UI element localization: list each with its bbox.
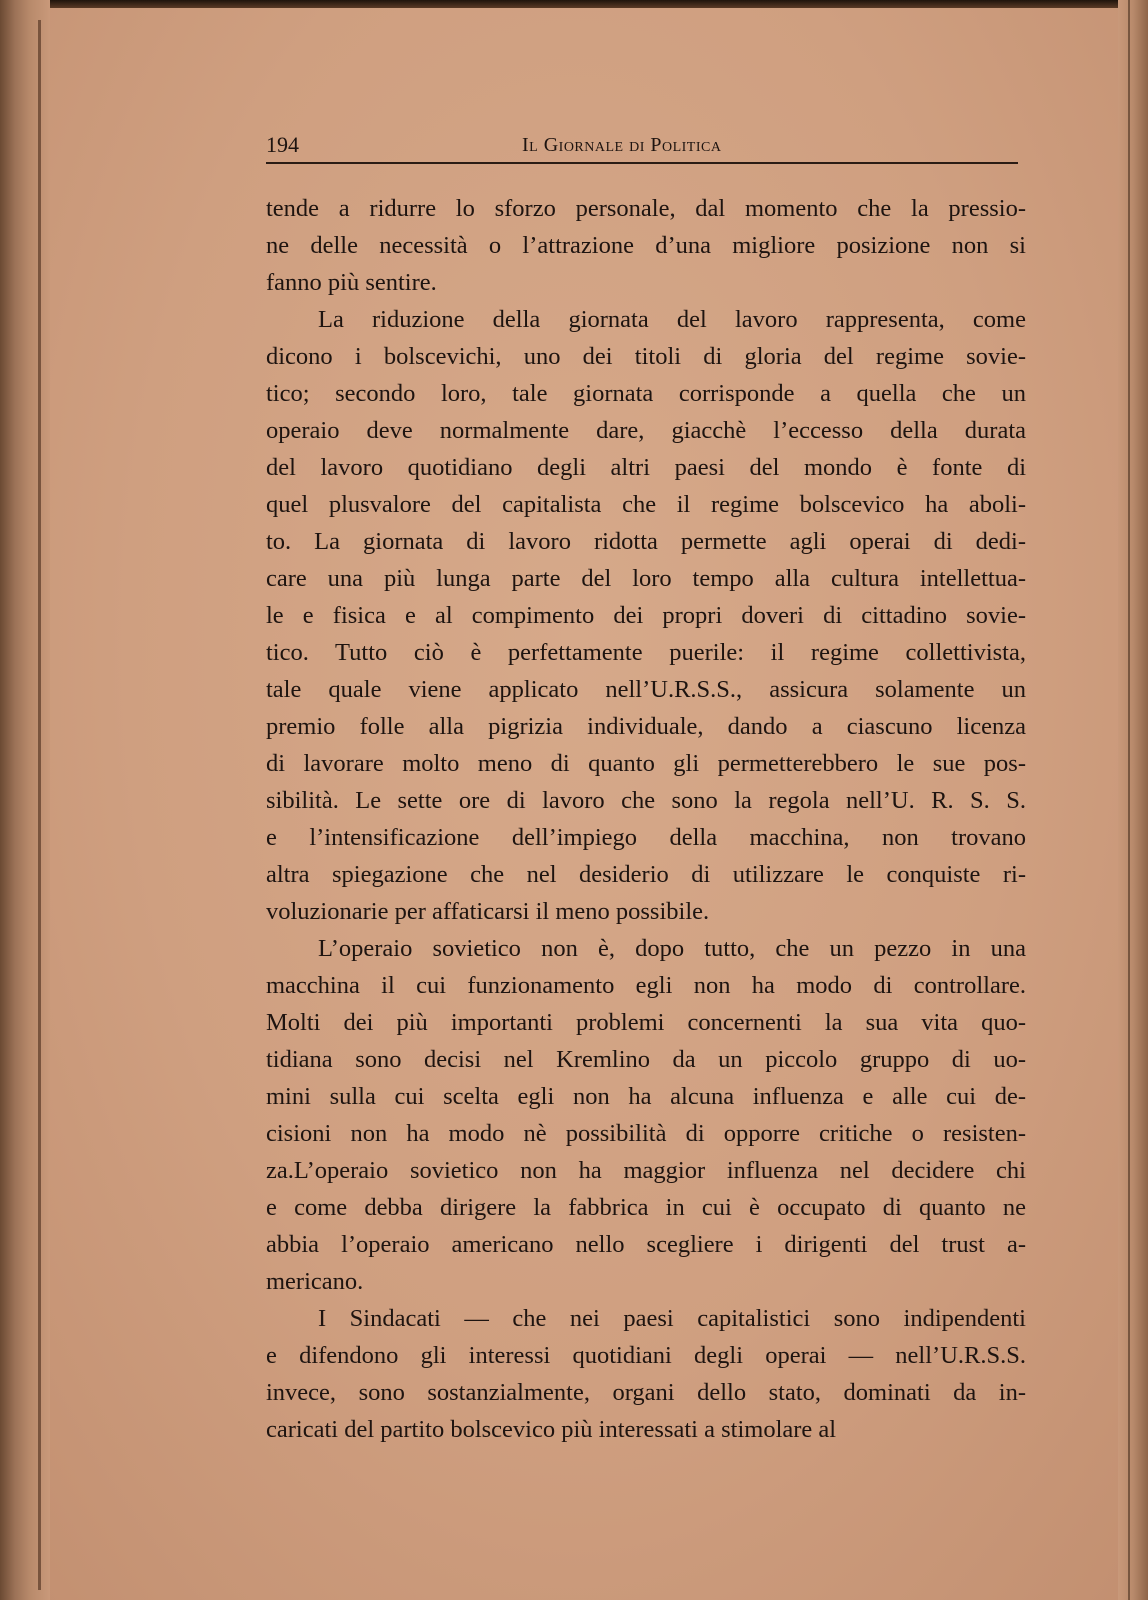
spine-fold-line (38, 20, 41, 1590)
text-line: tico. Tutto ciò è perfettamente puerile: il regime collettivista, (266, 639, 1026, 666)
text-line: e l’intensificazione dell’impiego della macchina, non trovano (266, 824, 1026, 851)
text-line: mericano. (266, 1268, 364, 1295)
text-line: to. La giornata di lavoro ridotta permette agli operai di dedi- (266, 528, 1026, 555)
text-line: sibilità. Le sette ore di lavoro che sono la regola nell’U. R. S. S. (266, 787, 1026, 814)
right-edge-line (1128, 0, 1130, 1600)
text-line: voluzionarie per affaticarsi il meno possibile. (266, 898, 710, 925)
text-line: caricati del partito bolscevico più interessati a stimolare al (266, 1416, 837, 1443)
text-line: e come debba dirigere la fabbrica in cui è occupato di quanto ne (266, 1194, 1026, 1221)
text-line: operaio deve normalmente dare, giacchè l’eccesso della durata (266, 417, 1026, 444)
paragraph (266, 930, 1026, 1300)
text-line: tidiana sono decisi nel Kremlino da un piccolo gruppo di uo- (266, 1046, 1026, 1073)
paragraph (266, 190, 1026, 301)
page-right-edge (1118, 0, 1148, 1600)
book-spine (0, 0, 50, 1600)
text-line: quel plusvalore del capitalista che il regime bolscevico ha aboli- (266, 491, 1026, 518)
text-line: le e fisica e al compimento dei propri doveri di cittadino sovie- (266, 602, 1026, 629)
paragraph (266, 301, 1026, 930)
text-line: tale quale viene applicato nell’U.R.S.S., assicura solamente un (266, 676, 1026, 703)
page-top-edge (0, 0, 1148, 8)
text-line: La riduzione della giornata del lavoro rappresenta, come (318, 306, 1026, 333)
text-line: del lavoro quotidiano degli altri paesi del mondo è fonte di (266, 454, 1026, 481)
text-line: tico; secondo loro, tale giornata corrisponde a quella che un (266, 380, 1026, 407)
header-rule (266, 162, 1018, 164)
running-title: Il Giornale di Politica (522, 134, 722, 156)
text-line: e difendono gli interessi quotidiani degli operai — nell’U.R.S.S. (266, 1342, 1026, 1369)
text-line: mini sulla cui scelta egli non ha alcuna influenza e alle cui de- (266, 1083, 1026, 1110)
text-line: za.L’operaio sovietico non ha maggior influenza nel decidere chi (266, 1157, 1026, 1184)
text-line: invece, sono sostanzialmente, organi dello stato, dominati da in- (266, 1379, 1026, 1406)
text-line: fanno più sentire. (266, 269, 437, 296)
text-line: macchina il cui funzionamento egli non ha modo di controllare. (266, 972, 1026, 999)
text-line: cisioni non ha modo nè possibilità di opporre critiche o resisten- (266, 1120, 1026, 1147)
text-line: tende a ridurre lo sforzo personale, dal momento che la pressio- (266, 195, 1026, 222)
body-text (266, 190, 1026, 1448)
text-line: care una più lunga parte del loro tempo alla cultura intellettua- (266, 565, 1026, 592)
text-line: Molti dei più importanti problemi concernenti la sua vita quo- (266, 1009, 1026, 1036)
text-line: dicono i bolscevichi, uno dei titoli di gloria del regime sovie- (266, 343, 1026, 370)
text-line: altra spiegazione che nel desiderio di utilizzare le conquiste ri- (266, 861, 1026, 888)
paragraph (266, 1300, 1026, 1448)
page-number: 194 (266, 132, 299, 157)
text-line: di lavorare molto meno di quanto gli permetterebbero le sue pos- (266, 750, 1026, 777)
text-line: I Sindacati — che nei paesi capitalistici sono indipendenti (318, 1305, 1026, 1332)
text-line: abbia l’operaio americano nello scegliere i dirigenti del trust a- (266, 1231, 1026, 1258)
text-line: premio folle alla pigrizia individuale, dando a ciascuno licenza (266, 713, 1026, 740)
running-header (266, 128, 1018, 162)
text-line: ne delle necessità o l’attrazione d’una migliore posizione non si (266, 232, 1026, 259)
text-line: L’operaio sovietico non è, dopo tutto, che un pezzo in una (318, 935, 1026, 962)
